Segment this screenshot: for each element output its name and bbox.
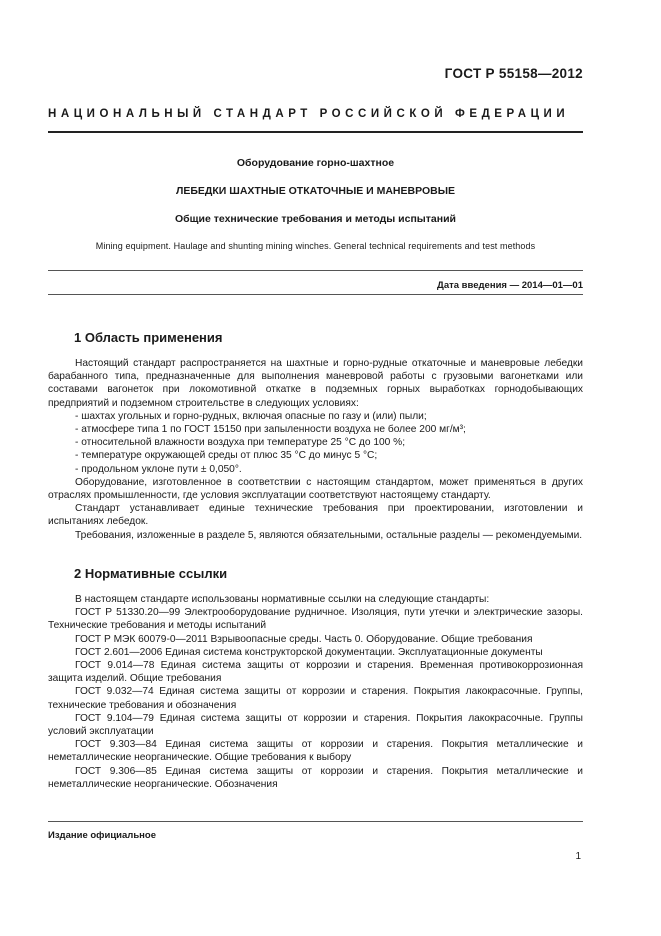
section-2-heading: 2 Нормативные ссылки bbox=[74, 566, 228, 581]
title-subtitle: Общие технические требования и методы испытаний bbox=[175, 213, 456, 225]
reference-item: ГОСТ 9.104—79 Единая система защиты от коррозии и старения. Покрытия лакокрасочные. Группы условий эксплуатации bbox=[48, 712, 583, 738]
document-number: ГОСТ Р 55158—2012 bbox=[444, 66, 583, 81]
paragraph: Стандарт устанавливает единые технические требования при проектировании, изготовлении и испытаниях лебедок. bbox=[48, 503, 583, 528]
section-2-body bbox=[48, 593, 583, 791]
paragraph: В настоящем стандарте использованы нормативные ссылки на следующие стандарты: bbox=[75, 594, 490, 605]
footer-divider bbox=[48, 821, 583, 822]
list-item: - атмосфере типа 1 по ГОСТ 15150 при запыленности воздуха не более 200 мг/м³; bbox=[75, 424, 466, 436]
title-divider bbox=[48, 270, 583, 271]
paragraph: Настоящий стандарт распространяется на шахтные и горно-рудные откаточные и маневровые лебедки барабанного типа, предназначенные для выполнения маневровой работы с грузовыми вагонетками или составами вагонеток при локомотивной откатке в подземных горных выработках горнодобывающих предприятий и подземном строительстве в следующих условиях: bbox=[48, 358, 583, 409]
paragraph: Оборудование, изготовленное в соответствии с настоящим стандартом, может применяться в других отраслях промышленности, где условия эксплуатации соответствуют настоящему стандарту. bbox=[48, 476, 583, 502]
reference-item: ГОСТ 9.014—78 Единая система защиты от коррозии и старения. Временная противокоррозионная защита изделий. Общие требования bbox=[48, 660, 583, 685]
title-category: Оборудование горно-шахтное bbox=[236, 157, 395, 169]
page-number: 1 bbox=[575, 851, 581, 862]
reference-item: ГОСТ 9.306—85 Единая система защиты от коррозии и старения. Покрытия металлические и неметаллические неорганические. Обозначения bbox=[48, 765, 583, 790]
date-divider bbox=[48, 294, 583, 295]
list-item: - шахтах угольных и горно-рудных, включая опасные по газу и (или) пыли; bbox=[75, 410, 427, 422]
edition-label: Издание официальное bbox=[48, 830, 156, 841]
reference-item: ГОСТ 2.601—2006 Единая система конструкторской документации. Эксплуатационные документы bbox=[75, 646, 543, 658]
header-divider bbox=[48, 131, 583, 133]
reference-item: ГОСТ 9.032—74 Единая система защиты от коррозии и старения. Покрытия лакокрасочные. Группы, технические требования и обозначения bbox=[48, 686, 583, 711]
section-1-heading: 1 Область применения bbox=[74, 330, 223, 345]
list-item: - температуре окружающей среды от плюс 35 °С до минус 5 °С; bbox=[75, 450, 378, 462]
paragraph: Требования, изложенные в разделе 5, являются обязательными, остальные разделы — рекомендуемыми. bbox=[75, 529, 583, 541]
reference-item: ГОСТ 9.303—84 Единая система защиты от коррозии и старения. Покрытия металлические и неметаллические неорганические. Общие требования к выбору bbox=[48, 739, 583, 764]
introduction-date: Дата введения — 2014—01—01 bbox=[437, 280, 583, 291]
section-1-body bbox=[48, 357, 583, 542]
list-item: - относительной влажности воздуха при температуре 25 °С до 100 %; bbox=[75, 437, 406, 449]
reference-item: ГОСТ Р МЭК 60079-0—2011 Взрывоопасные среды. Часть 0. Оборудование. Общие требования bbox=[75, 633, 533, 645]
national-standard-banner: НАЦИОНАЛЬНЫЙ СТАНДАРТ РОССИЙСКОЙ ФЕДЕРАЦИИ bbox=[48, 108, 570, 120]
list-item: - продольном уклоне пути ± 0,050°. bbox=[75, 463, 242, 475]
title-english: Mining equipment. Haulage and shunting mining winches. General technical requirements and test methods bbox=[95, 241, 536, 251]
reference-item: ГОСТ Р 51330.20—99 Электрооборудование рудничное. Изоляция, пути утечки и электрические зазоры. Технические требования и методы испытаний bbox=[48, 607, 583, 632]
title-main: ЛЕБЕДКИ ШАХТНЫЕ ОТКАТОЧНЫЕ И МАНЕВРОВЫЕ bbox=[176, 185, 455, 197]
